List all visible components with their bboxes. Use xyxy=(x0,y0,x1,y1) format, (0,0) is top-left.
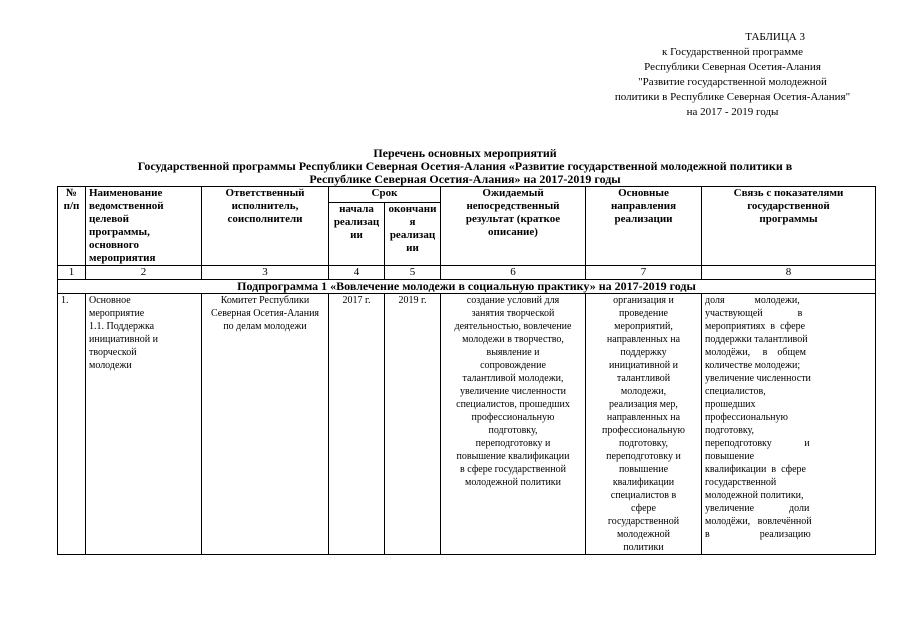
column-number: 8 xyxy=(702,266,876,280)
column-number: 3 xyxy=(202,266,329,280)
row-end: 2019 г. xyxy=(385,294,441,555)
title-line-1: Перечень основных мероприятий xyxy=(373,146,557,160)
header-row-1 xyxy=(58,187,876,203)
header-result: Ожидаемый непосредственный результат (краткое описание) xyxy=(441,187,586,266)
header-num: № п/п xyxy=(58,187,86,266)
header-executor: Ответственный исполнитель, соисполнители xyxy=(202,187,329,266)
header-end: окончани я реализац ии xyxy=(385,203,441,266)
row-executor: Комитет Республики Северная Осетия-Алания по делам молодежи xyxy=(202,294,329,555)
document-title xyxy=(55,147,875,186)
title-line-2: Государственной программы Республики Северная Осетия-Алания «Развитие государственной молодежной политики в xyxy=(137,159,793,173)
header-link: Связь с показателями государственной программы xyxy=(702,187,876,266)
annex-line-5: политики в Республике Северная Осетия-Алания" xyxy=(614,91,851,103)
activities-table xyxy=(57,186,876,555)
subprogram-row xyxy=(58,280,876,294)
annex-line-3: Республики Северная Осетия-Алания xyxy=(644,61,821,73)
header-name: Наименование ведомственной целевой программы, основного мероприятия xyxy=(86,187,202,266)
annex-block xyxy=(590,30,875,120)
header-term: Срок xyxy=(329,187,441,203)
title-line-3: Республике Северная Осетия-Алания» на 2017-2019 годы xyxy=(309,172,621,186)
annex-line-table-number: ТАБЛИЦА 3 xyxy=(745,31,805,43)
row-name: Основное мероприятие 1.1. Поддержка инициативной и творческой молодежи xyxy=(86,294,202,555)
header-directions: Основные направления реализации xyxy=(586,187,702,266)
annex-line-4: "Развитие государственной молодежной xyxy=(638,76,827,88)
column-number: 4 xyxy=(329,266,385,280)
column-number: 1 xyxy=(58,266,86,280)
table-row xyxy=(58,294,876,555)
column-number: 6 xyxy=(441,266,586,280)
column-number-row xyxy=(58,266,876,280)
column-number: 2 xyxy=(86,266,202,280)
row-start: 2017 г. xyxy=(329,294,385,555)
column-number: 7 xyxy=(586,266,702,280)
row-result: создание условий для занятия творческой деятельностью, вовлечение молодежи в творчество, выявление и сопровождение талантливой молодежи, увеличение численности специалистов, прошедших профессиональную подготовку, переподготовку и повышение квалификации в сфере государственной молодежной политики xyxy=(441,294,586,555)
row-directions: организация и проведение мероприятий, направленных на поддержку инициативной и талантливой молодежи, реализация мер, направленных на профессиональную подготовку, переподготовку и повышение квалификации специалистов в сфере государственной молодежной политики xyxy=(586,294,702,555)
column-number: 5 xyxy=(385,266,441,280)
annex-line-2: к Государственной программе xyxy=(662,46,803,58)
row-link: доля молодежи, участвующей в мероприятиях в сфере поддержки талантливой молодёжи, в общем количестве молодежи; увеличение численности специалистов, прошедших профессиональную подготовку, переподготовку и повышение квалификации в сфере государственной молодежной политики, увеличение доли молодёжи, вовлечённой в реализацию xyxy=(702,294,876,555)
annex-line-6: на 2017 - 2019 годы xyxy=(686,106,779,118)
subprogram-title: Подпрограмма 1 «Вовлечение молодежи в социальную практику» на 2017-2019 годы xyxy=(58,280,876,294)
header-start: начала реализац ии xyxy=(329,203,385,266)
row-num: 1. xyxy=(58,294,86,555)
